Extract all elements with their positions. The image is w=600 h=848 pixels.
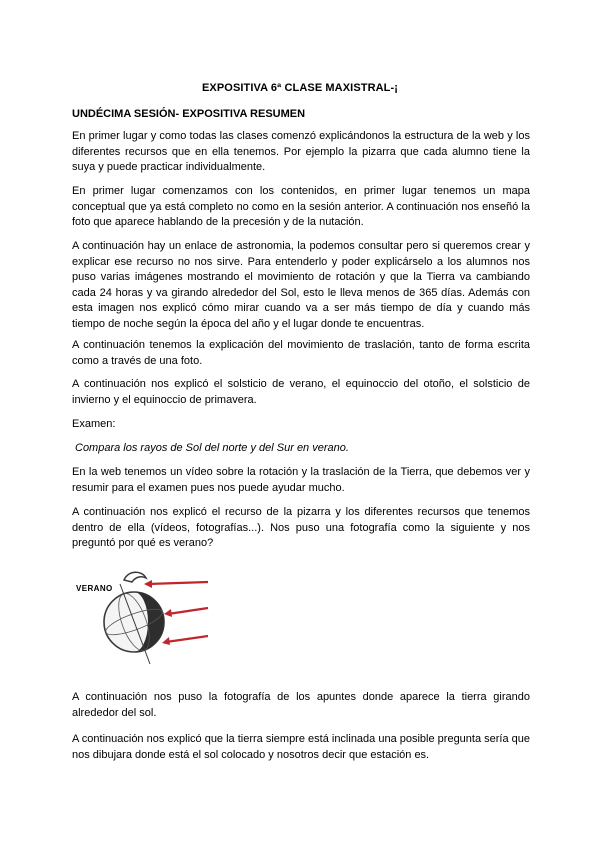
observer-sketch [124,572,146,582]
paragraph-translation: A continuación tenemos la explicación del movimiento de traslación, tanto de forma escrita como a través de una foto. [72,339,530,367]
sun-ray-1 [148,582,208,584]
paragraph-notes-photo: A continuación nos puso la fotografía de los apuntes donde aparece la tierra girando alrededor del sol. [72,691,530,719]
paragraph-video: En la web tenemos un vídeo sobre la rotación y la traslación de la Tierra, que debemos ver y resumir para el examen pues nos puede ayudar mucho. [72,466,530,494]
paragraph-whiteboard: A continuación nos explicó el recurso de la pizarra y los diferentes recursos que tenemos dentro de ella (vídeos, fotografías...). Nos puso una fotografía como la siguiente y nos preguntó por qué es verano? [72,506,530,550]
paragraph-tilt: A continuación nos explicó que la tierra siempre está inclinada una posible pregunta sería que nos dibujara donde está el sol colocado y nosotros decir que estación es. [72,733,531,761]
sun-ray-2 [168,608,208,614]
exam-question: Compara los rayos de Sol del norte y del Sur en verano. [75,442,349,454]
sun-ray-3 [166,636,208,642]
figure-label: VERANO [76,584,113,593]
paragraph-intro: En primer lugar y como todas las clases comenzó explicándonos la estructura de la web y los diferentes recursos que en ella tenemos. Por ejemplo la pizarra que cada alumno tiene la suya y puede practicar individualmente. [72,130,530,174]
paragraph-solstice: A continuación nos explicó el solsticio de verano, el equinoccio del otoño, el solsticio de invierno y el equinoccio de primavera. [72,378,530,406]
summer-earth-diagram [72,566,212,666]
session-heading: UNDÉCIMA SESIÓN- EXPOSITIVA RESUMEN [72,108,306,120]
sun-ray-2-head [164,609,172,617]
document-title: EXPOSITIVA 6ª CLASE MAXISTRAL-¡ [201,82,399,94]
summer-figure [72,566,212,666]
sun-ray-3-head [162,637,170,645]
exam-label: Examen: [72,418,116,430]
sun-ray-1-head [144,580,152,588]
paragraph-astronomy: A continuación hay un enlace de astronomia, la podemos consultar pero si queremos crear y explicar ese recurso no nos sirve. Para entenderlo y poder explicárselo a los alumnos nos puso varias imágenes mostrando el movimiento de rotación y que la Tierra va cambiando cada 24 horas y va girando alrededor del Sol, esto le lleva menos de 365 días. Además con esta imagen nos explicó cómo mirar cuando va a ser más tiempo de día y cuando más tiempo de noche según la época del año y el lugar donde te encuentras. [72,240,530,330]
paragraph-contents: En primer lugar comenzamos con los contenidos, en primer lugar tenemos un mapa conceptual que ya está completo no como en la sesión anterior. A continuación nos enseñó la foto que aparece hablando de la precesión y de la nutación. [72,185,530,229]
